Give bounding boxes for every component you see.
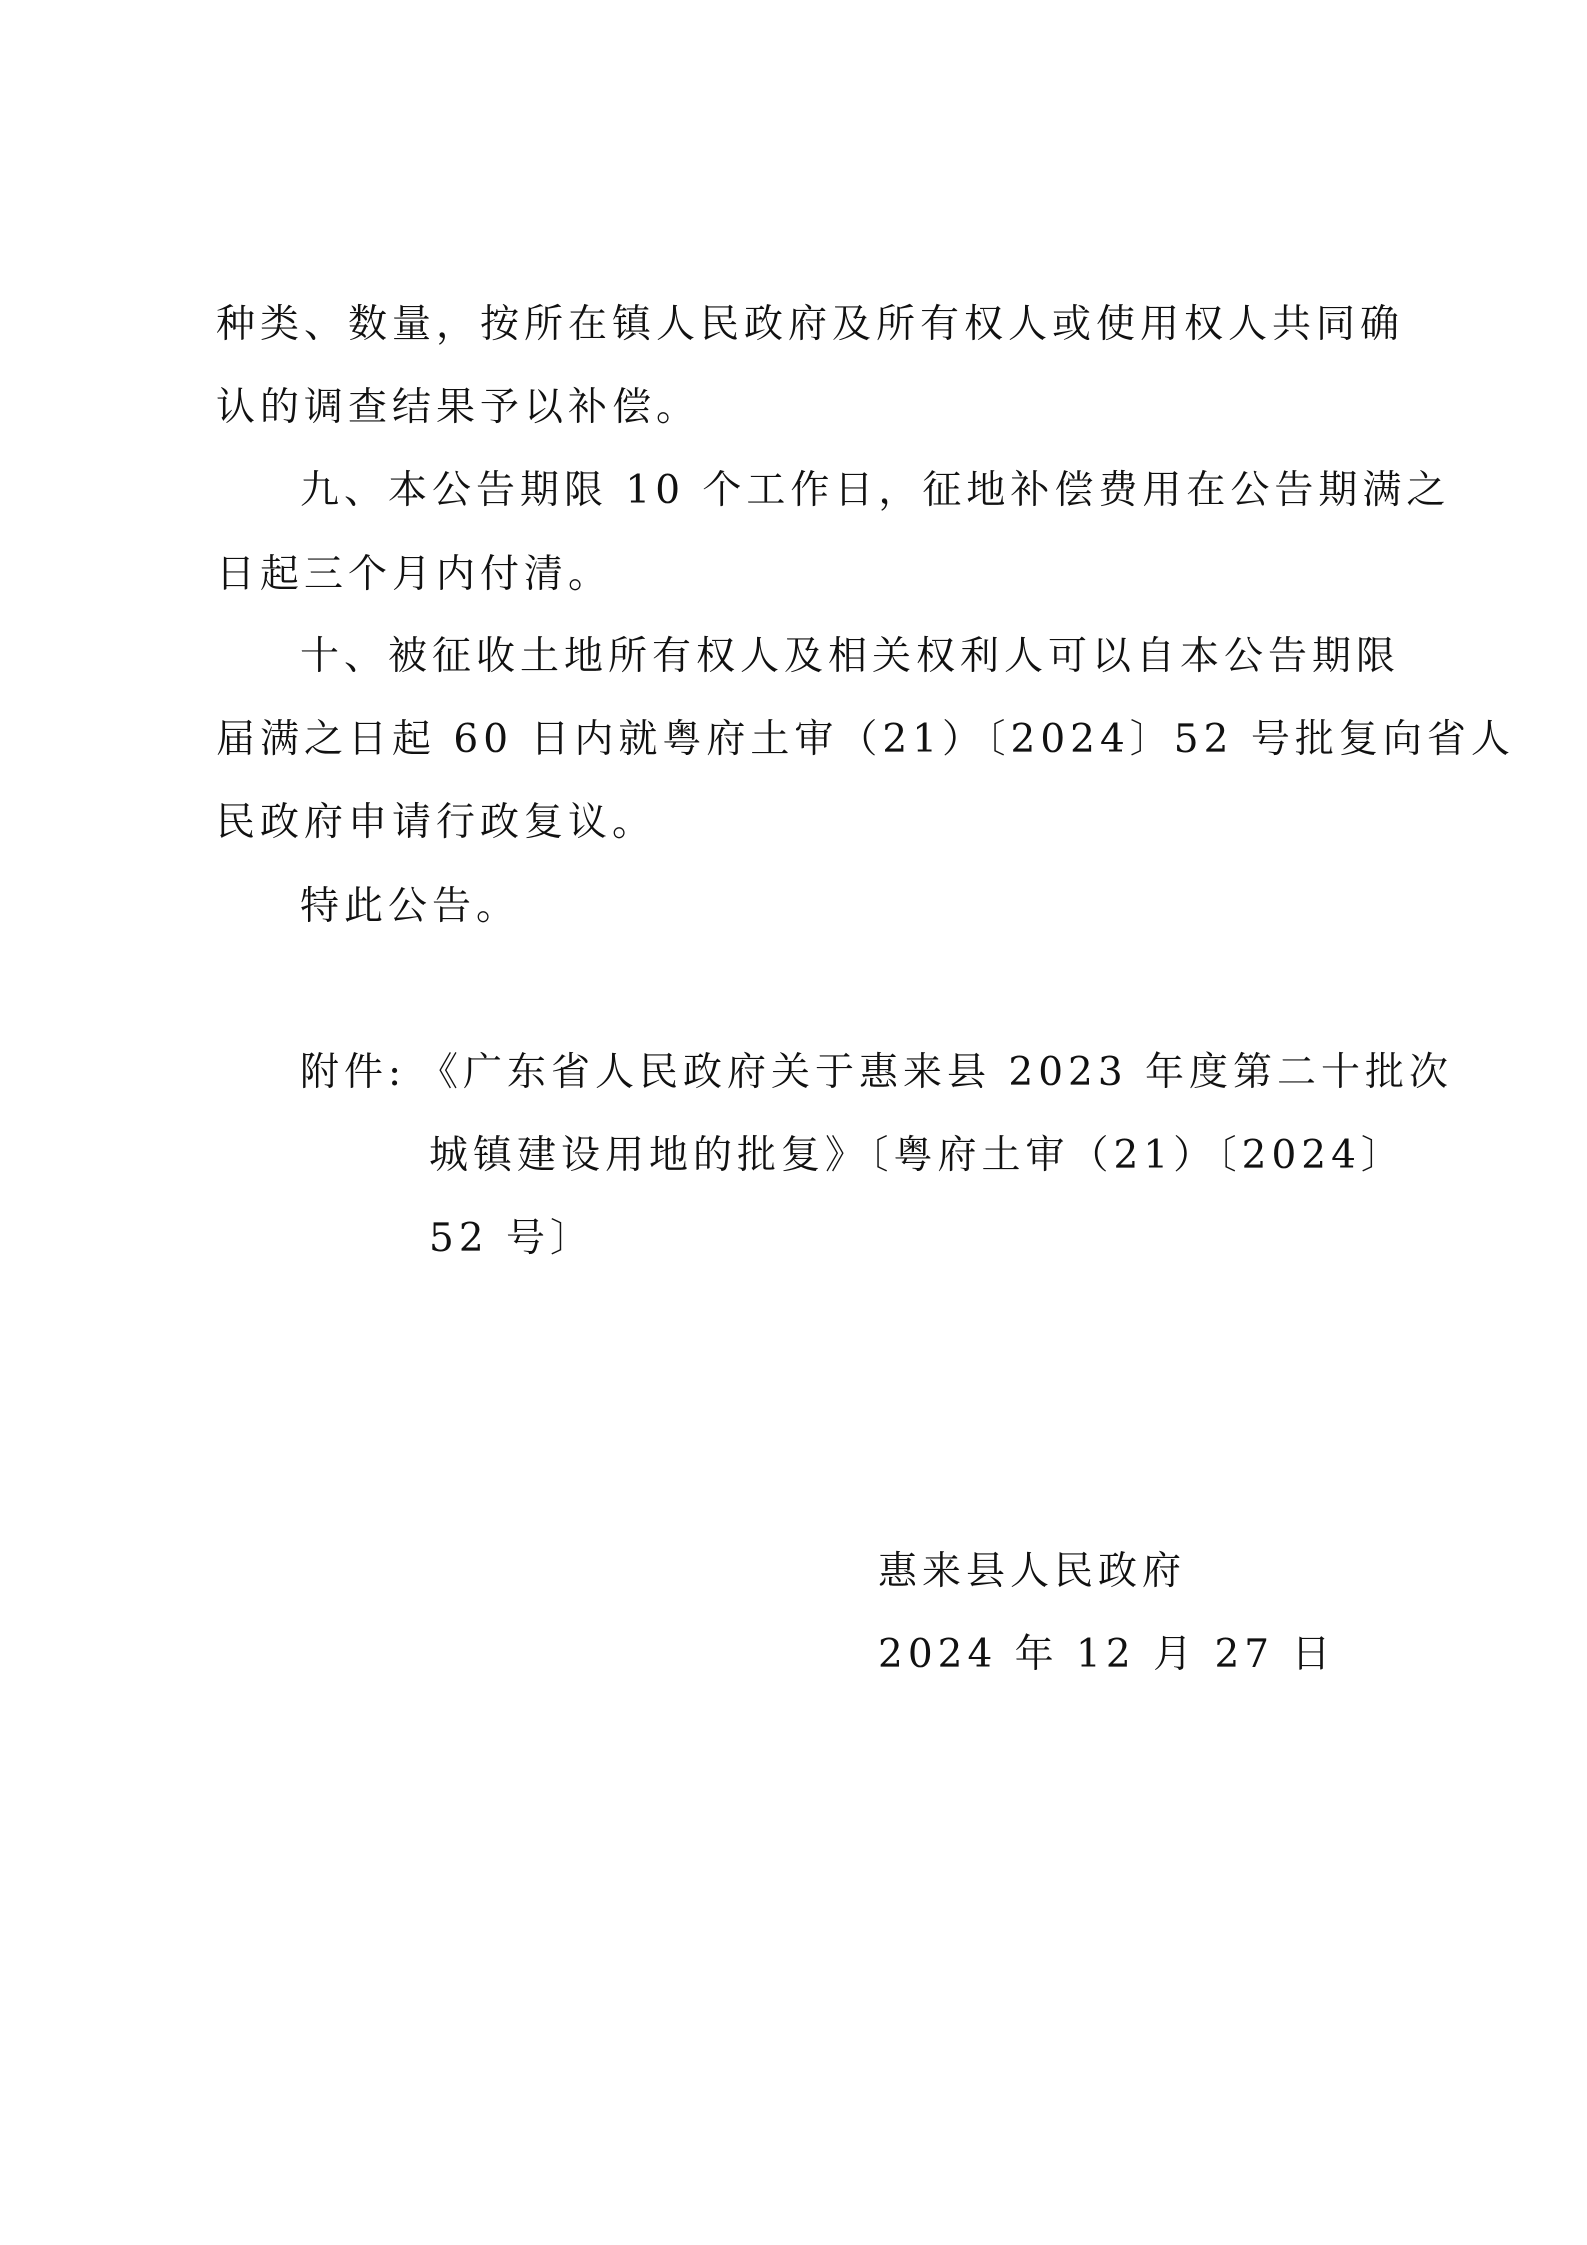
issuer-name: 惠来县人民政府 [878,1549,1187,1594]
attachment-line-3: 52 号〕 [429,1216,595,1261]
attachment-line-2: 城镇建设用地的批复》〔粤府土审（21）〔2024〕 [429,1133,1405,1178]
item10-line-3: 民政府申请行政复议。 [216,800,657,845]
item9-line-1: 九、本公告期限 10 个工作日，征地补偿费用在公告期满之 [300,468,1451,513]
item8-line-2: 认的调查结果予以补偿。 [216,385,701,430]
item10-line-1: 十、被征收土地所有权人及相关权利人可以自本公告期限 [300,634,1401,679]
item9-line-2: 日起三个月内付清。 [216,552,613,597]
attachment-line-1: 《广东省人民政府关于惠来县 2023 年度第二十批次 [419,1050,1454,1095]
closing-line: 特此公告。 [300,884,521,929]
attachment-label: 附件: [300,1050,407,1095]
issue-date: 2024 年 12 月 27 日 [878,1632,1336,1677]
item10-line-2: 届满之日起 60 日内就粤府土审（21）〔2024〕52 号批复向省人 [216,717,1515,762]
item8-line-1: 种类、数量，按所在镇人民政府及所有权人或使用权人共同确 [216,302,1405,347]
